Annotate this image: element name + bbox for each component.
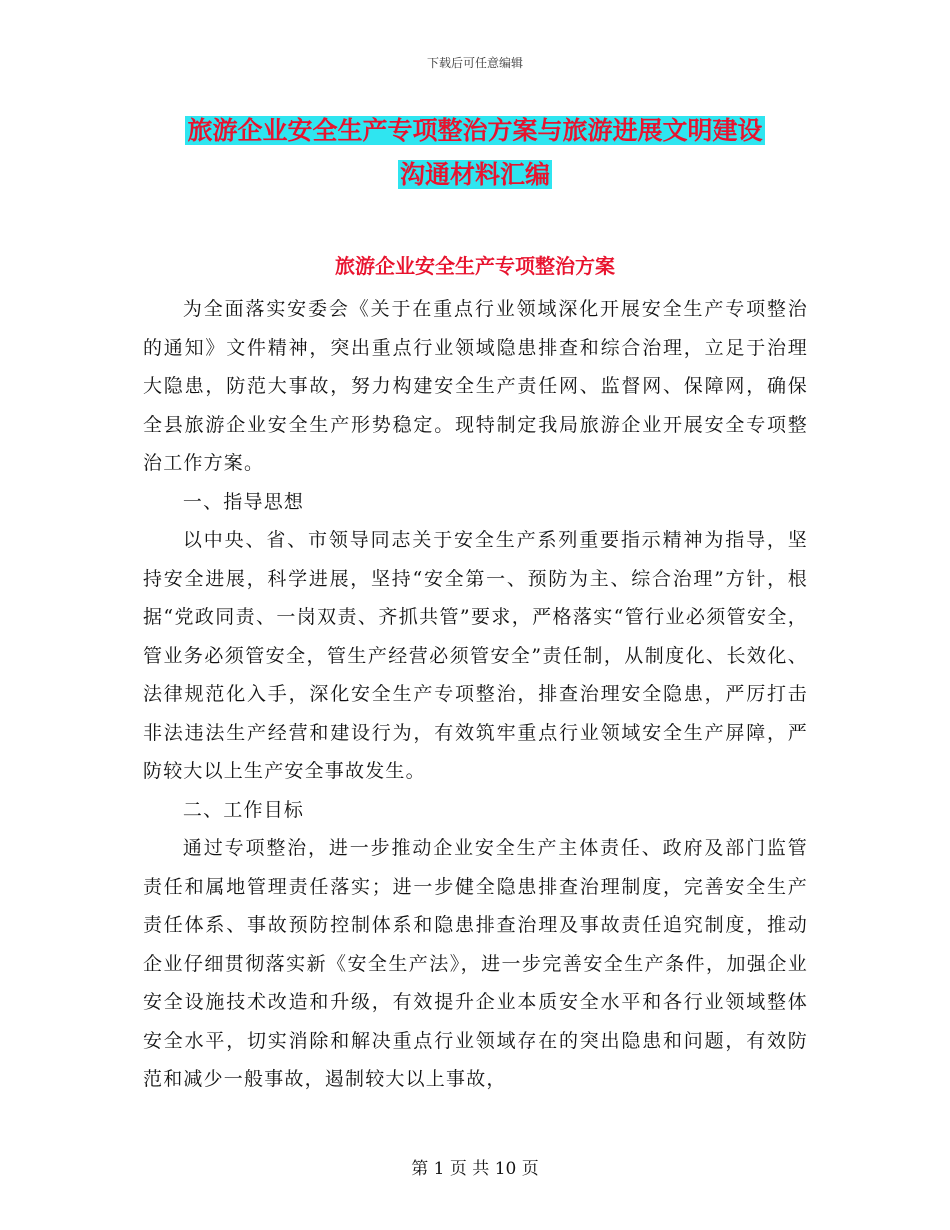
paragraph-guiding-ideology: 以中央、省、市领导同志关于安全生产系列重要指示精神为指导，坚持安全进展，科学进展，坚持“安全第一、预防为主、综合治理”方针，根据“党政同责、一岗双责、齐抓共管”要求，严格落实“管行业必须管安全，管业务必须管安全，管生产经营必须管安全”责任制，从制度化、长效化、法律规范化入手，深化安全生产专项整治，排查治理安全隐患，严厉打击非法违法生产经营和建设行为，有效筑牢重点行业领域安全生产屏障，严防较大以上生产安全事故发生。 <box>143 529 808 782</box>
header-note: 下载后可任意编辑 <box>426 56 523 70</box>
document-body <box>143 290 808 1099</box>
heading-work-goals: 二、工作目标 <box>182 798 305 821</box>
page-footer: 第 1 页 共 10 页 <box>411 1159 539 1179</box>
section-title: 旅游企业安全生产专项整治方案 <box>335 254 615 278</box>
title-highlight-1: 旅游企业安全生产专项整治方案与旅游进展文明建设 <box>187 116 763 145</box>
document-title-line-2 <box>0 158 950 192</box>
paragraph-work-goals: 通过专项整治，进一步推动企业安全生产主体责任、政府及部门监管责任和属地管理责任落实；进一步健全隐患排查治理制度，完善安全生产责任体系、事故预防控制体系和隐患排查治理及事故责任追究制度，推动企业仔细贯彻落实新《安全生产法》，进一步完善安全生产条件，加强企业安全设施技术改造和升级，有效提升企业本质安全水平和各行业领域整体安全水平，切实消除和解决重点行业领域存在的突出隐患和问题，有效防范和减少一般事故，遏制较大以上事故， <box>143 837 808 1090</box>
document-title-line-1 <box>0 114 950 148</box>
paragraph-intro: 为全面落实安委会《关于在重点行业领域深化开展安全生产专项整治的通知》文件精神，突出重点行业领域隐患排查和综合治理，立足于治理大隐患，防范大事故，努力构建安全生产责任网、监督网、保障网，确保全县旅游企业安全生产形势稳定。现特制定我局旅游企业开展安全专项整治工作方案。 <box>143 298 808 474</box>
heading-guiding-ideology: 一、指导思想 <box>182 490 305 513</box>
title-highlight-2: 沟通材料汇编 <box>399 160 550 189</box>
